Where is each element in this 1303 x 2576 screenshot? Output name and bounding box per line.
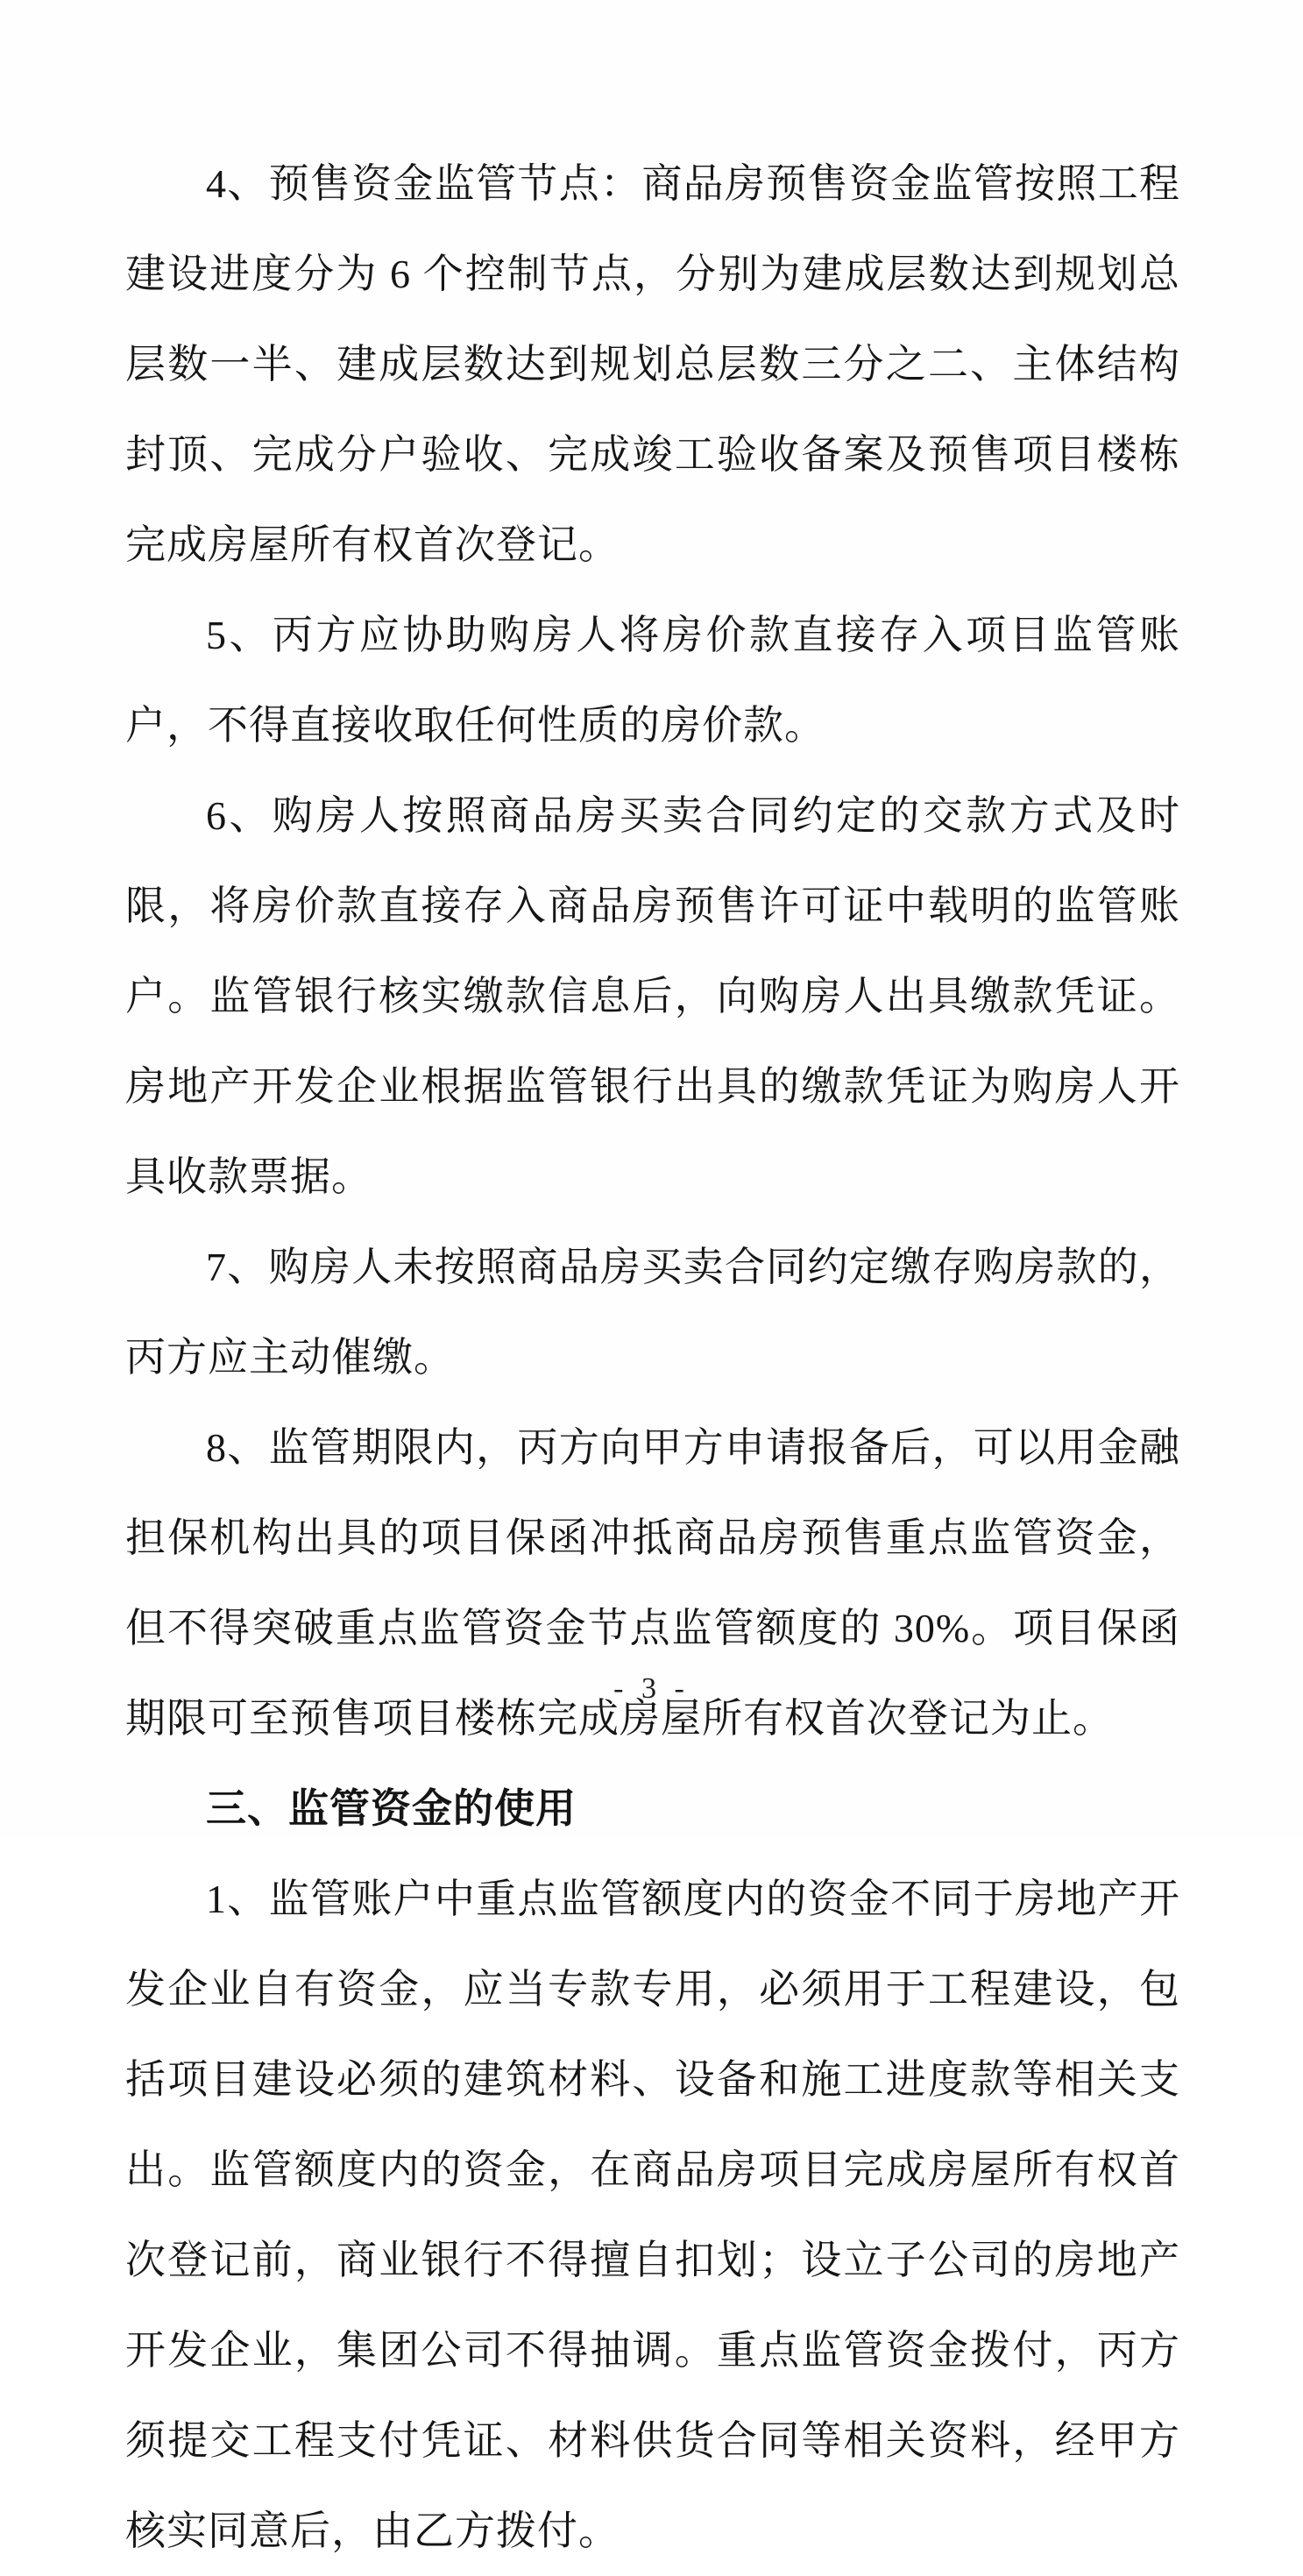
section-heading-supervised-funds-use: 三、监管资金的使用 xyxy=(206,1786,577,1831)
paragraph-clause-6: 6、购房人按照商品房买卖合同约定的交款方式及时限，将房价款直接存入商品房预售许可证中载明的监管账户。监管银行核实缴款信息后，向购房人出具缴款凭证。房地产开发企业根据监管银行出具的缴款凭证为购房人开具收款票据。 xyxy=(125,793,1180,1199)
document-body xyxy=(125,138,1180,2576)
page-number: - 3 - xyxy=(613,1672,690,1705)
paragraph-clause-8: 8、监管期限内，丙方向甲方申请报备后，可以用金融担保机构出具的项目保函冲抵商品房预售重点监管资金，但不得突破重点监管资金节点监管额度的 30%。项目保函期限可至预售项目楼栋完成房屋所有权首次登记为止。 xyxy=(125,1425,1180,1741)
paragraph-clause-4: 4、预售资金监管节点：商品房预售资金监管按照工程建设进度分为 6 个控制节点，分别为建成层数达到规划总层数一半、建成层数达到规划总层数三分之二、主体结构封顶、完成分户验收、完成竣工验收备案及预售项目楼栋完成房屋所有权首次登记。 xyxy=(125,161,1180,567)
paragraph-clause-5: 5、丙方应协助购房人将房价款直接存入项目监管账户，不得直接收取任何性质的房价款。 xyxy=(125,613,1180,748)
paragraph-clause-7: 7、购房人未按照商品房买卖合同约定缴存购房款的，丙方应主动催缴。 xyxy=(125,1245,1180,1380)
paragraph-section3-clause-1: 1、监管账户中重点监管额度内的资金不同于房地产开发企业自有资金，应当专款专用，必须用于工程建设，包括项目建设必须的建筑材料、设备和施工进度款等相关支出。监管额度内的资金，在商品房项目完成房屋所有权首次登记前，商业银行不得擅自扣划；设立子公司的房地产开发企业，集团公司不得抽调。重点监管资金拨付，丙方须提交工程支付凭证、材料供货合同等相关资料，经甲方核实同意后，由乙方拨付。 xyxy=(125,1877,1180,2553)
